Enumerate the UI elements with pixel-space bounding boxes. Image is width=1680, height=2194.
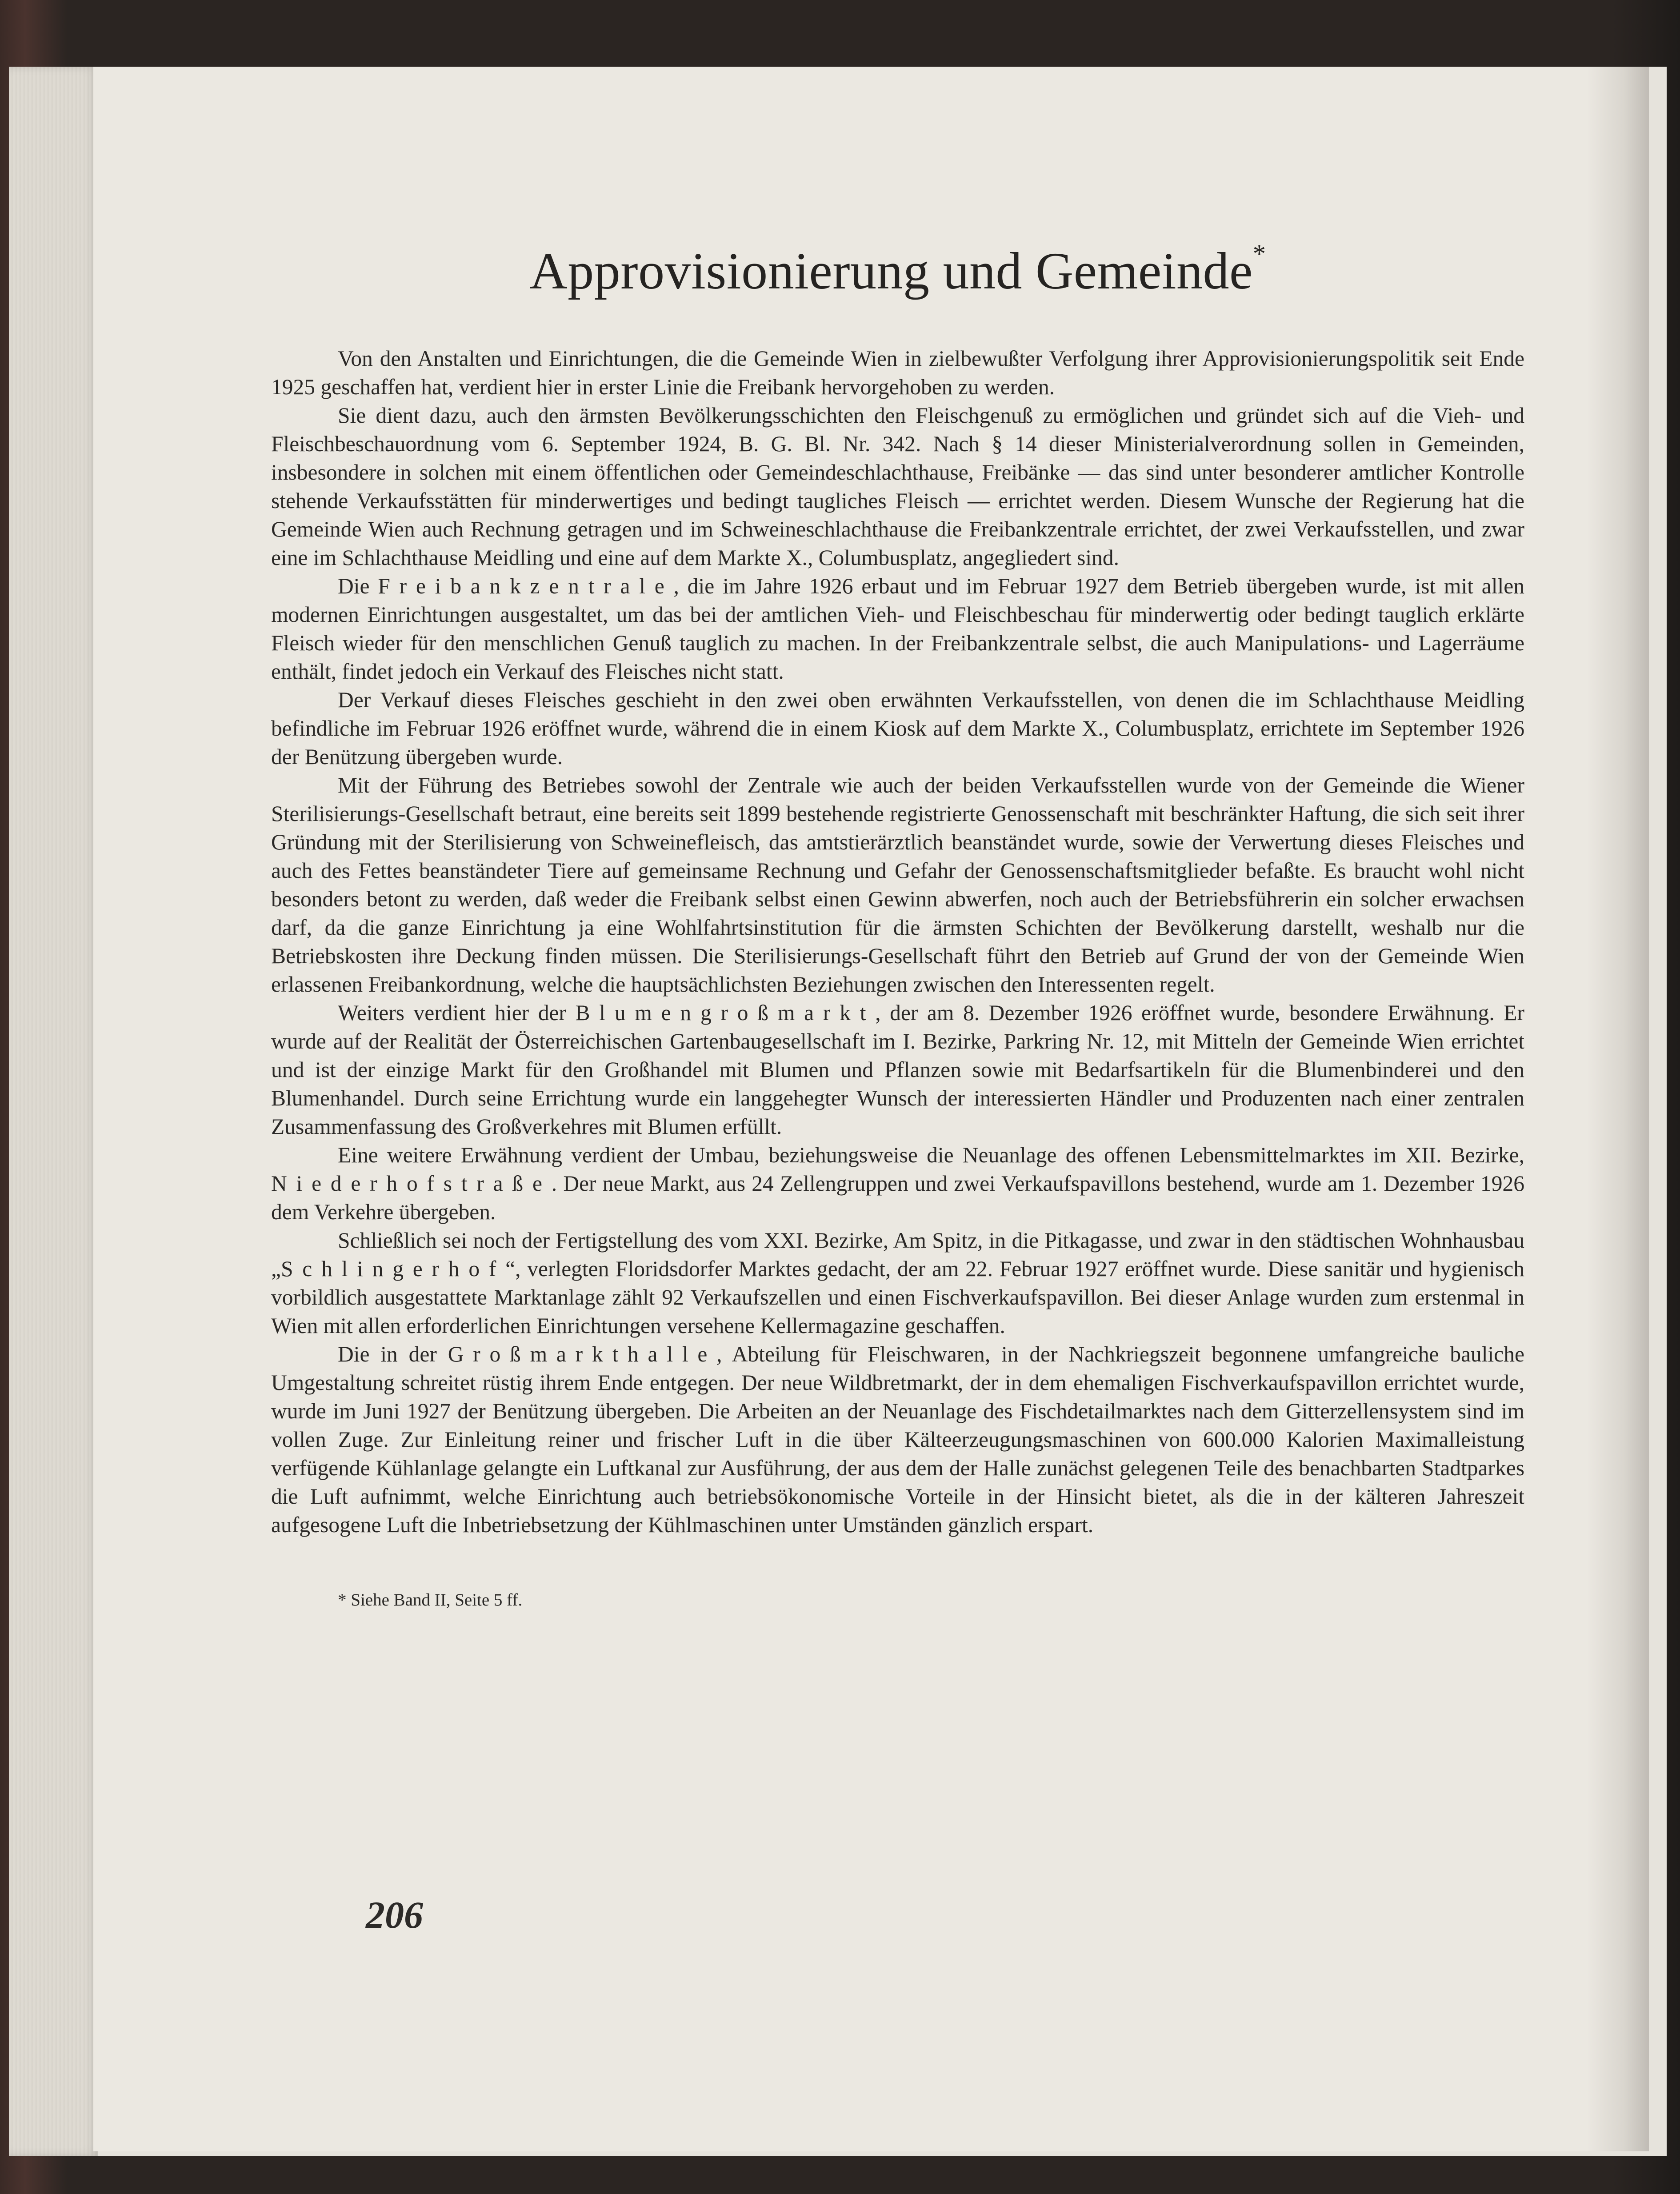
paragraph-lead: Schließlich sei noch der Fertigstellung des vom XXI. Bezirke, Am Spitz, in die Pitkagasse, und zwar in den städtischen Wohnhausbau „ xyxy=(271,1228,1524,1281)
paragraph: Mit der Führung des Betriebes sowohl der Zentrale wie auch der beiden Verkaufsstellen wurde von der Gemeinde die Wiener Sterilisierungs-Gesellschaft betraut, eine bereits seit 1899 bestehende registrierte Genossenschaft mit beschränkter Haftung, die sich seit ihrer Gründung mit der Sterilisierung von Schweinefleisch, das amtstierärztlich beanständet wurde, sowie der Verwertung dieses Fleisches und auch des Fettes beanständeter Tiere auf gemeinsame Rechnung und Gefahr der Genossenschaftsmitglieder befaßte. Es braucht wohl nicht besonders betont zu werden, daß weder die Freibank selbst einen Gewinn abwerfen, noch auch der Betriebsführerin ein solcher erwachsen darf, da die ganze Einrichtung ja eine Wohlfahrtsinstitution für die ärmsten Schichten der Bevölkerung darstellt, weshalb nur die Betriebskosten ihre Deckung finden müssen. Die Sterilisierungs-Gesellschaft führt den Betrieb auf Grund der von der Gemeinde Wien erlassenen Freibankordnung, welche die hauptsächlichsten Beziehungen zwischen den Interessenten regelt. xyxy=(271,773,1524,997)
paragraph-lead: Die in der xyxy=(338,1341,448,1366)
spaced-term: Freibankzentrale xyxy=(378,573,674,598)
article-body xyxy=(271,344,1524,1539)
paragraph xyxy=(271,1141,1524,1226)
title-footnote-mark: * xyxy=(1252,239,1266,268)
spaced-term: Niederhofstraße xyxy=(271,1171,552,1196)
paragraph xyxy=(271,1340,1524,1539)
paragraph-rest: , der am 8. Dezember 1926 eröffnet wurde, besondere Erwähnung. Er wurde auf der Realität der Österreichischen Gartenbaugesellschaft im I. Bezirke, Parkring Nr. 12, mit Mitteln der Gemeinde Wien errichtet und ist der einzige Markt für den Großhandel mit Blumen und Pflanzen sowie mit Bedarfsartikeln für die Blumenbinderei und den Blumenhandel. Durch seine Errichtung wurde ein langgehegter Wunsch der interessierten Händler und Produzenten nach einer zentralen Zusammenfassung des Großverkehres mit Blumen erfüllt. xyxy=(271,1000,1524,1139)
article xyxy=(271,176,1524,1612)
spaced-term: Blumengroßmarkt xyxy=(575,1000,876,1025)
paragraph-lead: Eine weitere Erwähnung verdient der Umbau, beziehungsweise die Neuanlage des offenen Lebensmittelmarktes im XII. Bezirke, xyxy=(338,1142,1524,1167)
binding-gutter-shadow xyxy=(1587,67,1649,2151)
paragraph-lead: Die xyxy=(338,573,378,598)
spaced-term: Großmarkthalle xyxy=(448,1341,717,1366)
paragraph: Der Verkauf dieses Fleisches geschieht in den zwei oben erwähnten Verkaufsstellen, von denen die im Schlachthause Meidling befindliche im Februar 1926 eröffnet wurde, während die in einem Kiosk auf dem Markte X., Columbusplatz, errichtete im September 1926 der Benützung übergeben wurde. xyxy=(271,687,1524,769)
paragraph-rest: “, verlegten Floridsdorfer Marktes gedacht, der am 22. Februar 1927 eröffnet wurde. Diese sanitär und hygienisch vorbildlich ausgestattete Marktanlage zählt 92 Verkaufszellen und einen Fischverkaufspavillon. Bei dieser Anlage wurden zum erstenmal in Wien mit allen erforderlichen Einrichtungen versehene Kellermagazine geschaffen. xyxy=(271,1256,1524,1338)
page-title xyxy=(271,239,1524,300)
page-edges xyxy=(9,67,98,2156)
paragraph-rest: , Abteilung für Fleischwaren, in der Nachkriegszeit begonnene umfangreiche bauliche Umgestaltung schreitet rüstig ihrem Ende entgegen. Der neue Wildbretmarkt, der in dem ehemaligen Fischverkaufspavillon errichtet wurde, wurde im Juni 1927 der Benützung übergeben. Die Arbeiten an der Neuanlage des Fischdetailmarktes nach dem Gitterzellensystem sind im vollen Zuge. Zur Einleitung reiner und frischer Luft in die über Kälteerzeugungsmaschinen von 600.000 Kalorien Maximalleistung verfügende Kühlanlage gelangte ein Luftkanal zur Ausführung, der aus dem der Halle zunächst gelegenen Teile des benachbarten Stadtparkes die Luft aufnimmt, welche Einrichtung auch betriebsökonomische Vorteile in der Hinsicht bietet, als die in der kälteren Jahreszeit aufgesogene Luft die Inbetriebsetzung der Kühlmaschinen unter Umständen gänzlich erspart. xyxy=(271,1341,1524,1537)
paragraph xyxy=(271,1226,1524,1340)
footnote: * Siehe Band II, Seite 5 ff. xyxy=(338,1590,523,1609)
paragraph-rest: , die im Jahre 1926 erbaut und im Februar 1927 dem Betrieb übergeben wurde, ist mit allen modernen Einrichtungen ausgestaltet, um das bei der amtlichen Vieh- und Fleischbeschau für minderwertig oder bedingt tauglich erklärte Fleisch wieder für den menschlichen Genuß tauglich zu machen. In der Freibankzentrale selbst, die auch Manipulations- und Lagerräume enthält, findet jedoch ein Verkauf des Fleisches nicht statt. xyxy=(271,573,1524,684)
paragraph: Sie dient dazu, auch den ärmsten Bevölkerungsschichten den Fleischgenuß zu ermöglichen und gründet sich auf die Vieh- und Fleischbeschauordnung vom 6. September 1924, B. G. Bl. Nr. 342. Nach § 14 dieser Ministerialverordnung sollen in Gemeinden, insbesondere in solchen mit einem öffentlichen oder Gemeindeschlachthause, Freibänke — das sind unter besonderer amtlicher Kontrolle stehende Verkaufsstätten für minderwertiges und bedingt taugliches Fleisch — errichtet werden. Diesem Wunsche der Regierung hat die Gemeinde Wien auch Rechnung getragen und im Schweineschlachthause die Freibankzentrale errichtet, der zwei Verkaufsstellen, und zwar eine im Schlachthause Meidling und eine auf dem Markte X., Columbusplatz, angegliedert sind. xyxy=(271,403,1524,570)
paragraph-rest: . Der neue Markt, aus 24 Zellengruppen und zwei Verkaufspavillons bestehend, wurde am 1. Dezember 1926 dem Verkehre übergeben. xyxy=(271,1171,1524,1224)
paragraph: Von den Anstalten und Einrichtungen, die die Gemeinde Wien in zielbewußter Verfolgung ihrer Approvisionierungspolitik seit Ende 1925 geschaffen hat, verdient hier in erster Linie die Freibank hervorgehoben zu werden. xyxy=(271,346,1524,399)
paragraph xyxy=(271,572,1524,686)
paragraph xyxy=(271,999,1524,1141)
spaced-term: Schlingerhof xyxy=(280,1256,506,1281)
paragraph-lead: Weiters verdient hier der xyxy=(338,1000,576,1025)
page-number: 206 xyxy=(366,1894,423,1936)
title-text: Approvisionierung und Gemeinde xyxy=(529,242,1253,300)
